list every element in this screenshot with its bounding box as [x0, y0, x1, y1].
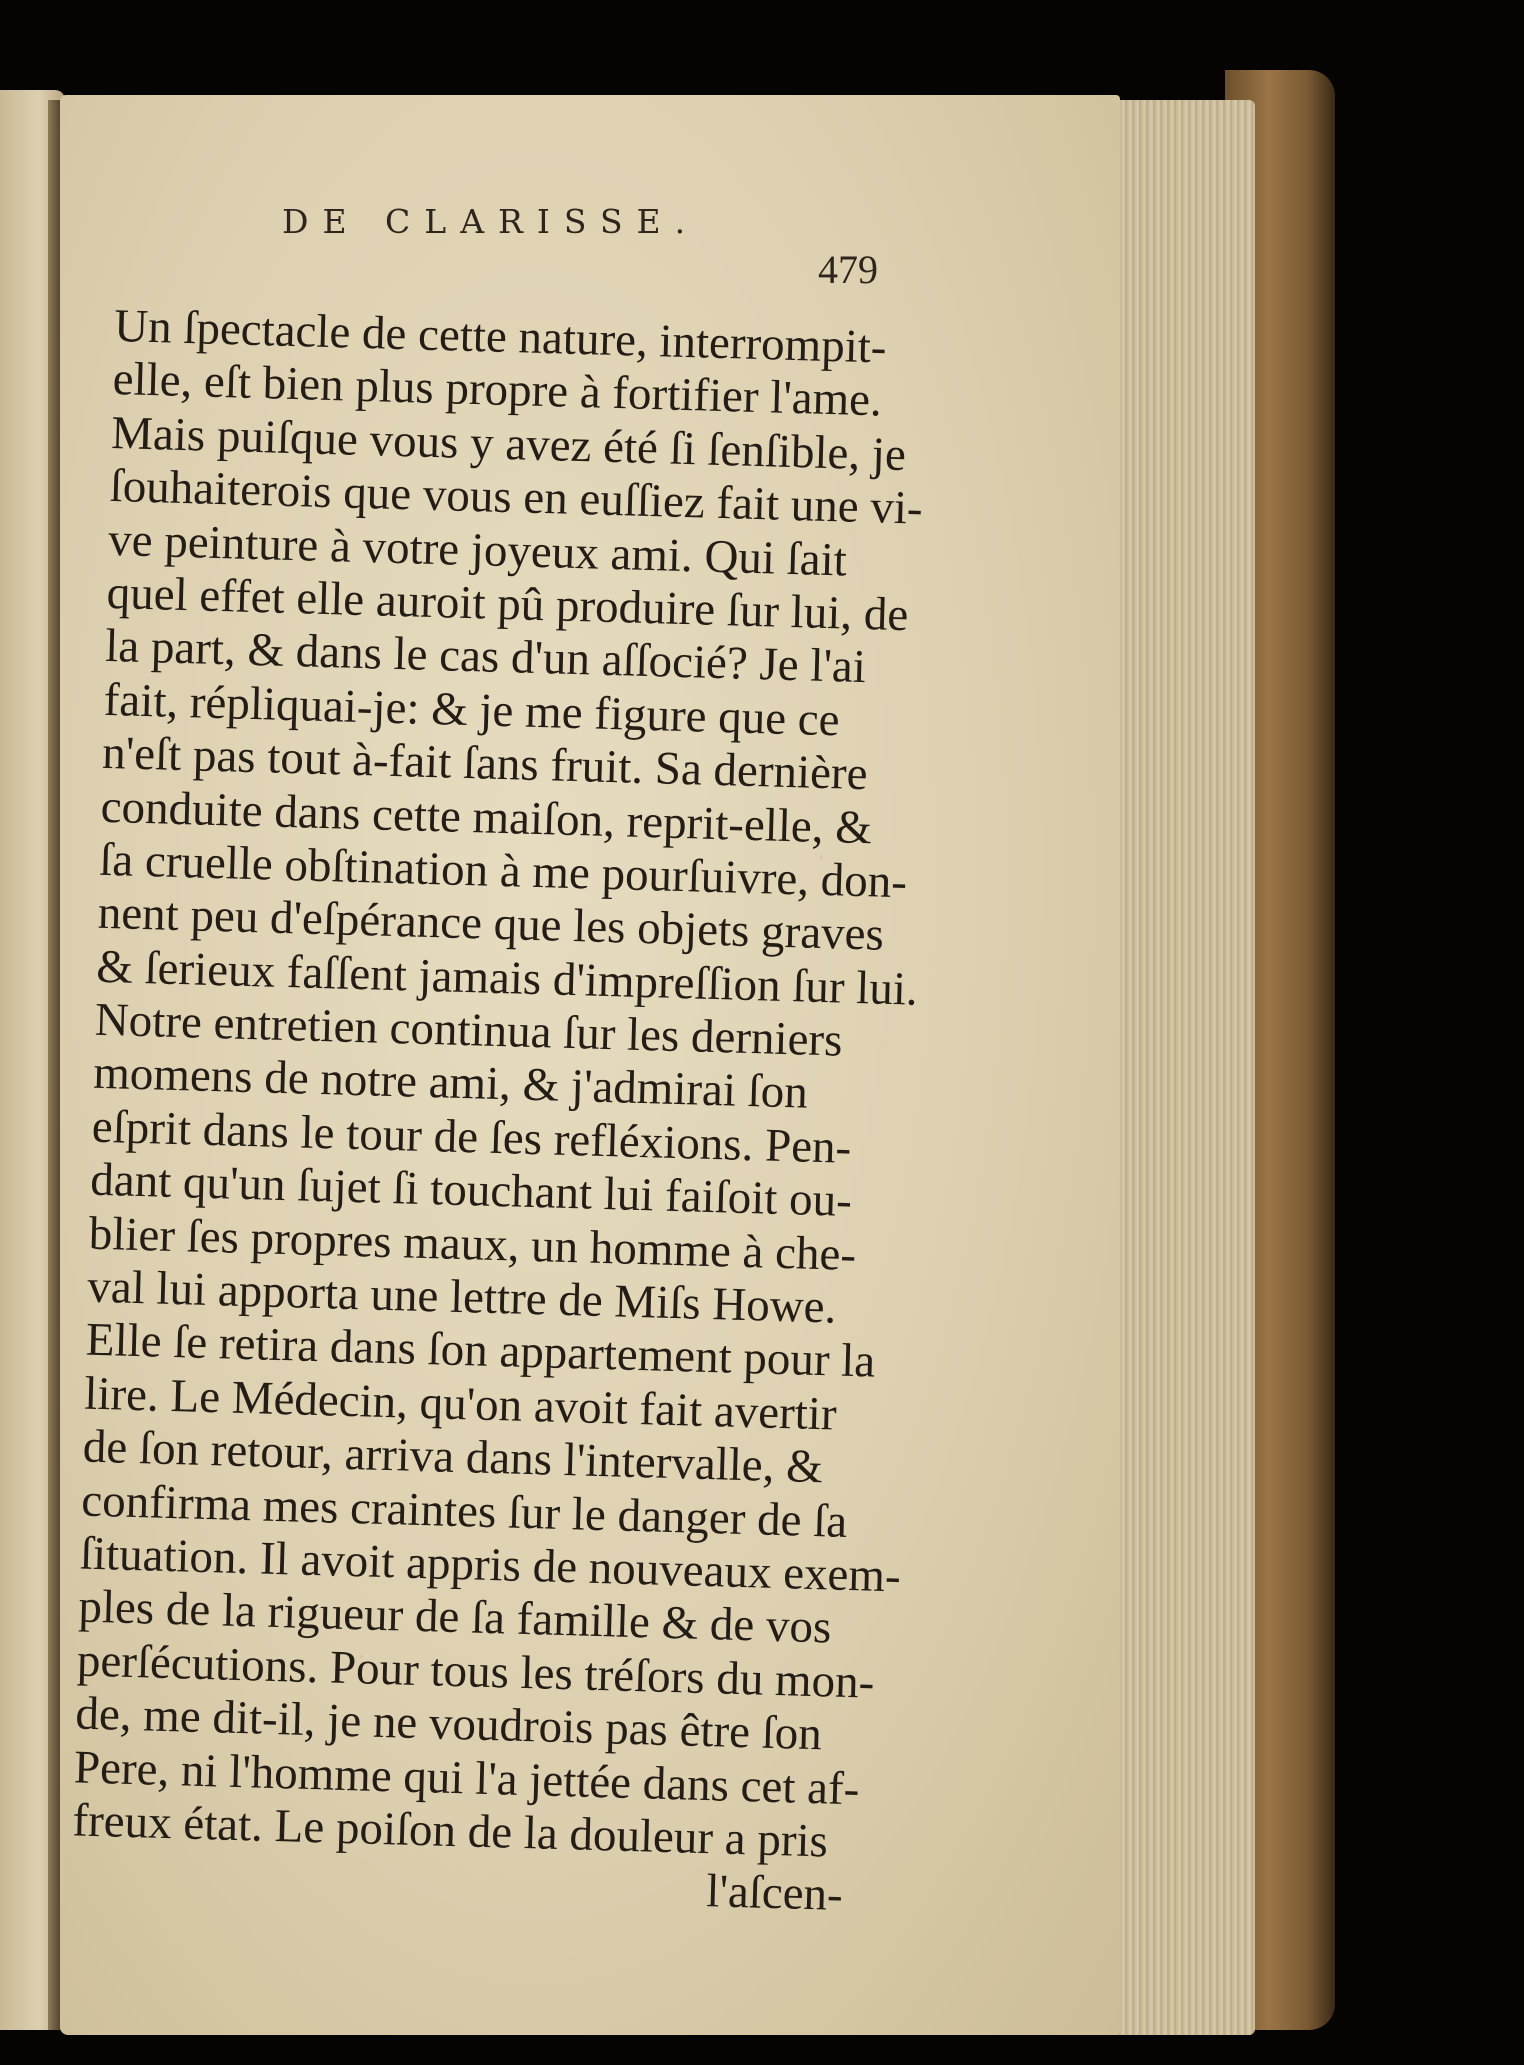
catchword: l'aſcen-: [705, 1865, 844, 1922]
text-line: val lui apporta une lettre de Miſs Howe.: [86, 1260, 838, 1334]
text-line: ſouhaiterois que vous en euſſiez fait une vi-: [109, 460, 924, 535]
text-line: la part, & dans le cas d'un aſſocié? Je l'ai: [104, 620, 867, 694]
text-line: blier ſes propres maux, un homme à che-: [88, 1207, 857, 1281]
text-line: Pere, ni l'homme qui l'a jettée dans cet af-: [73, 1740, 861, 1815]
text-line: confirma mes craintes ſur le danger de ſa: [80, 1474, 848, 1548]
text-line: n'eſt pas tout à-fait ſans fruit. Sa dernière: [101, 726, 869, 801]
text-line: fait, répliquai-je: & je me figure que ce: [103, 673, 841, 747]
text-line: Notre entretien continua ſur les derniers: [94, 993, 844, 1067]
running-header: DE CLARISSE.: [282, 202, 700, 241]
text-line: perſécutions. Pour tous les tréſors du mon-: [76, 1634, 875, 1709]
page-block-edges: [1100, 100, 1255, 2035]
text-line: ſituation. Il avoit appris de nouveaux exem-: [79, 1527, 902, 1603]
text-line: eſprit dans le tour de ſes refléxions. Pen-: [91, 1100, 852, 1174]
page-number: 479: [818, 247, 878, 292]
text-line: de, me dit-il, je ne voudrois pas être ſon: [74, 1687, 823, 1761]
text-line: elle, eſt bien plus propre à fortifier l'ame.: [112, 353, 883, 427]
text-line: ve peinture à votre joyeux ami. Qui ſait: [107, 513, 848, 587]
text-line: freux état. Le poiſon de la douleur a pris: [71, 1794, 829, 1868]
text-line: Mais puiſque vous y avez été ſi ſenſible, je: [110, 406, 907, 481]
text-line: de ſon retour, arriva dans l'intervalle, &: [82, 1420, 824, 1494]
page-body-text: [70, 300, 924, 1923]
text-line: momens de notre ami, & j'admirai ſon: [92, 1047, 809, 1120]
text-line: ſa cruelle obſtination à me pourſuivre, don-: [98, 833, 908, 909]
text-line: Elle ſe retira dans ſon appartement pour la: [85, 1314, 876, 1389]
text-line: quel effet elle auroit pû produire ſur lui, de: [106, 566, 910, 642]
text-line: Un ſpectacle de cette nature, interrompit-: [113, 300, 888, 374]
text-line: conduite dans cette maiſon, reprit-elle, &: [100, 780, 873, 854]
text-line: ples de la rigueur de ſa famille & de vos: [77, 1580, 832, 1654]
text-line: nent peu d'eſpérance que les objets graves: [97, 887, 885, 962]
text-line: & ſerieux faſſent jamais d'impreſſion ſur lui.: [95, 940, 919, 1016]
text-line: dant qu'un ſujet ſi touchant lui faiſoit ou-: [89, 1153, 853, 1228]
text-line: lire. Le Médecin, qu'on avoit fait avertir: [83, 1367, 838, 1441]
